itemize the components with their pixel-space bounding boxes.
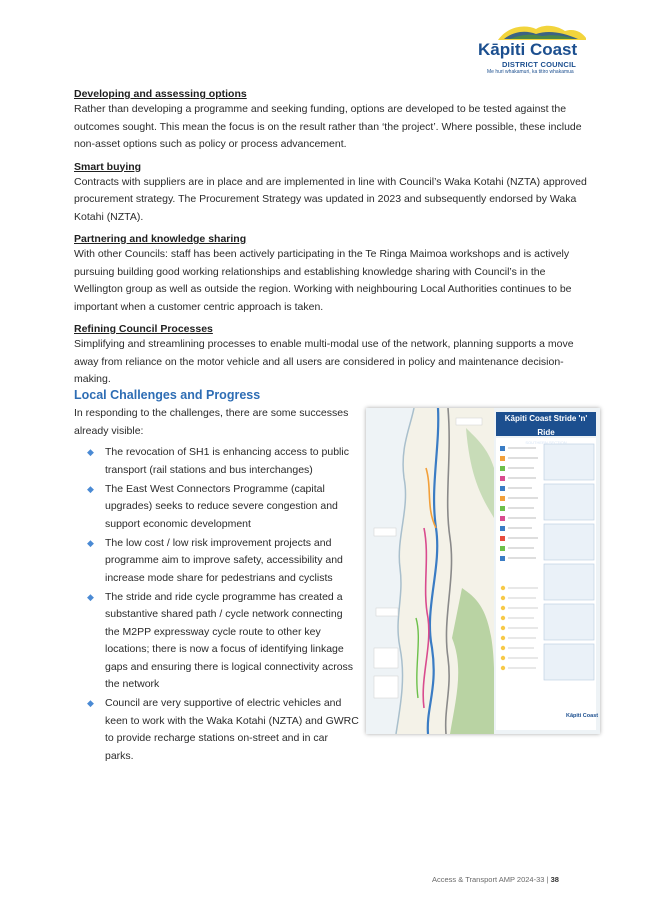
section-body: Simplifying and streamlining processes to enable multi-modal use of the network, planning supports a move away from reliance on the motor vehicle and all users are considered in policy and maintenance decision-making. bbox=[74, 338, 574, 385]
list-item-text: The revocation of SH1 is enhancing access to public transport (rail stations and bus interchanges) bbox=[105, 446, 349, 476]
list-item bbox=[74, 444, 359, 479]
local-challenges-heading: Local Challenges and Progress bbox=[74, 388, 261, 402]
list-item-text: The low cost / low risk improvement projects and programme aim to improve safety, accessibility and increase mode share for pedestrians and cyclists bbox=[105, 536, 343, 584]
bullet-icon: ◆ bbox=[87, 698, 94, 709]
list-item bbox=[74, 481, 359, 534]
stride-n-ride-map bbox=[366, 408, 600, 734]
footer-text: Access & Transport AMP 2024-33 bbox=[432, 875, 545, 884]
main-content bbox=[74, 87, 589, 395]
section-heading: Refining Council Processes bbox=[74, 323, 213, 335]
logo-subtitle: DISTRICT COUNCIL bbox=[502, 60, 577, 69]
bullet-icon: ◆ bbox=[87, 591, 94, 602]
list-item-text: The East West Connectors Programme (capital upgrades) seeks to reduce severe congestion and support economic development bbox=[105, 482, 338, 530]
map-illustration bbox=[366, 408, 600, 734]
section-options bbox=[74, 87, 589, 154]
bullet-icon: ◆ bbox=[87, 537, 94, 548]
section-body: Contracts with suppliers are in place and are implemented in line with Council’s Waka Kotahi (NZTA) approved procurement strategy. The Procurement Strategy was updated in 2023 and subsequently endorsed by Waka Kotahi (NZTA). bbox=[74, 175, 587, 223]
section-refining bbox=[74, 322, 589, 389]
section-heading: Smart buying bbox=[74, 160, 142, 173]
page-number: 38 bbox=[550, 875, 559, 884]
list-item bbox=[74, 695, 359, 765]
list-item-text: Council are very supportive of electric vehicles and keen to work with the Waka Kotahi (NZTA) and GWRC to provide recharge stations on-street and in car parks. bbox=[105, 697, 359, 762]
footer-separator: | bbox=[546, 875, 549, 884]
map-title: Kāpiti Coast Stride 'n' Ride bbox=[504, 414, 588, 437]
section-partnering bbox=[74, 232, 589, 316]
bullet-icon: ◆ bbox=[87, 483, 94, 494]
list-item bbox=[74, 535, 359, 588]
challenges-list bbox=[74, 444, 359, 767]
section-heading: Partnering and knowledge sharing bbox=[74, 233, 247, 245]
logo-name: Kāpiti Coast bbox=[478, 40, 578, 59]
map-title-banner bbox=[496, 412, 596, 445]
list-item bbox=[74, 589, 359, 694]
section-body: With other Councils: staff has been actively participating in the Te Ringa Maimoa workshops and is actively pursuing building good working relationships and establishing knowledge sharing with Council’s in the Wellington group as well as outside the region. Working with neighbouring Local Authorities continues to be important when a customer centric approach is taken. bbox=[74, 248, 572, 313]
page-footer bbox=[432, 875, 559, 884]
list-item-text: The stride and ride cycle programme has created a substantive shared path / cycle network connecting the M2PP expressway cycle route to other key locations; there is now a focus of identifying linkage gaps and ensuring there is logical connectivity across the network bbox=[105, 590, 354, 691]
map-brand: Kāpiti Coast bbox=[566, 713, 599, 719]
local-challenges-intro: In responding to the challenges, there are some successes already visible: bbox=[74, 407, 349, 437]
logo-motto: Me huri whakamuri, ka titiro whakamua bbox=[487, 69, 574, 75]
section-smart-buying bbox=[74, 160, 589, 227]
map-subtitle: SOUTHERN SECTION bbox=[525, 440, 567, 445]
section-body: Rather than developing a programme and seeking funding, options are developed to be tested against the outcomes sought. This mean the focus is on the result rather than ‘the project’. Where possible, these include non-asset options such as policy or process advancement. bbox=[74, 103, 582, 150]
section-heading: Developing and assessing options bbox=[74, 88, 247, 100]
bullet-icon: ◆ bbox=[87, 447, 94, 457]
